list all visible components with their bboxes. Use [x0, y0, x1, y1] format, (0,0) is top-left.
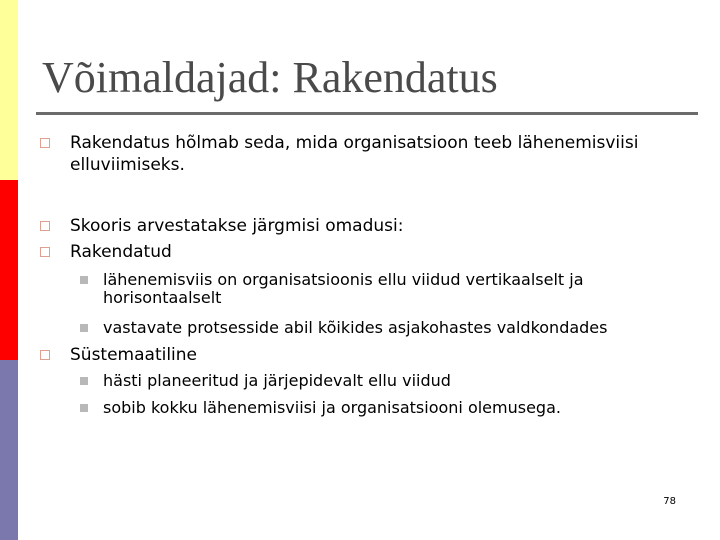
sub-bullet-text: lähenemisviis on organisatsioonis ellu viidud vertikaalselt ja horisontaalselt	[103, 270, 584, 307]
square-sub-bullet-icon	[80, 324, 88, 332]
sub-bullet-text: hästi planeeritud ja järjepidevalt ellu viidud	[103, 371, 451, 390]
bullet-text: Rakendatus hõlmab seda, mida organisatsioon teeb lähenemisviisi elluviimiseks.	[70, 133, 639, 175]
sub-bullet-text: sobib kokku lähenemisviisi ja organisatsiooni olemusega.	[103, 398, 561, 417]
sidebar-purple-segment	[0, 360, 18, 540]
color-sidebar	[0, 0, 18, 540]
bullet-text: Süstemaatiline	[70, 345, 198, 365]
sub-bullet-text: vastavate protsesside abil kõikides asjakohastes valdkondades	[103, 318, 608, 337]
square-bullet-icon	[40, 138, 50, 148]
square-sub-bullet-icon	[80, 276, 88, 284]
square-bullet-icon	[40, 247, 50, 257]
sidebar-red-segment	[0, 180, 18, 360]
slide-title: Võimaldajad: Rakendatus	[42, 53, 498, 102]
square-bullet-icon	[40, 221, 50, 231]
bullet-text: Skooris arvestatakse järgmisi omadusi:	[70, 216, 404, 236]
sidebar-yellow-segment	[0, 0, 18, 180]
page-number: 78	[663, 496, 676, 507]
square-sub-bullet-icon	[80, 377, 88, 385]
square-sub-bullet-icon	[80, 404, 88, 412]
title-underline	[36, 112, 698, 115]
square-bullet-icon	[40, 350, 50, 360]
bullet-text: Rakendatud	[70, 242, 172, 262]
